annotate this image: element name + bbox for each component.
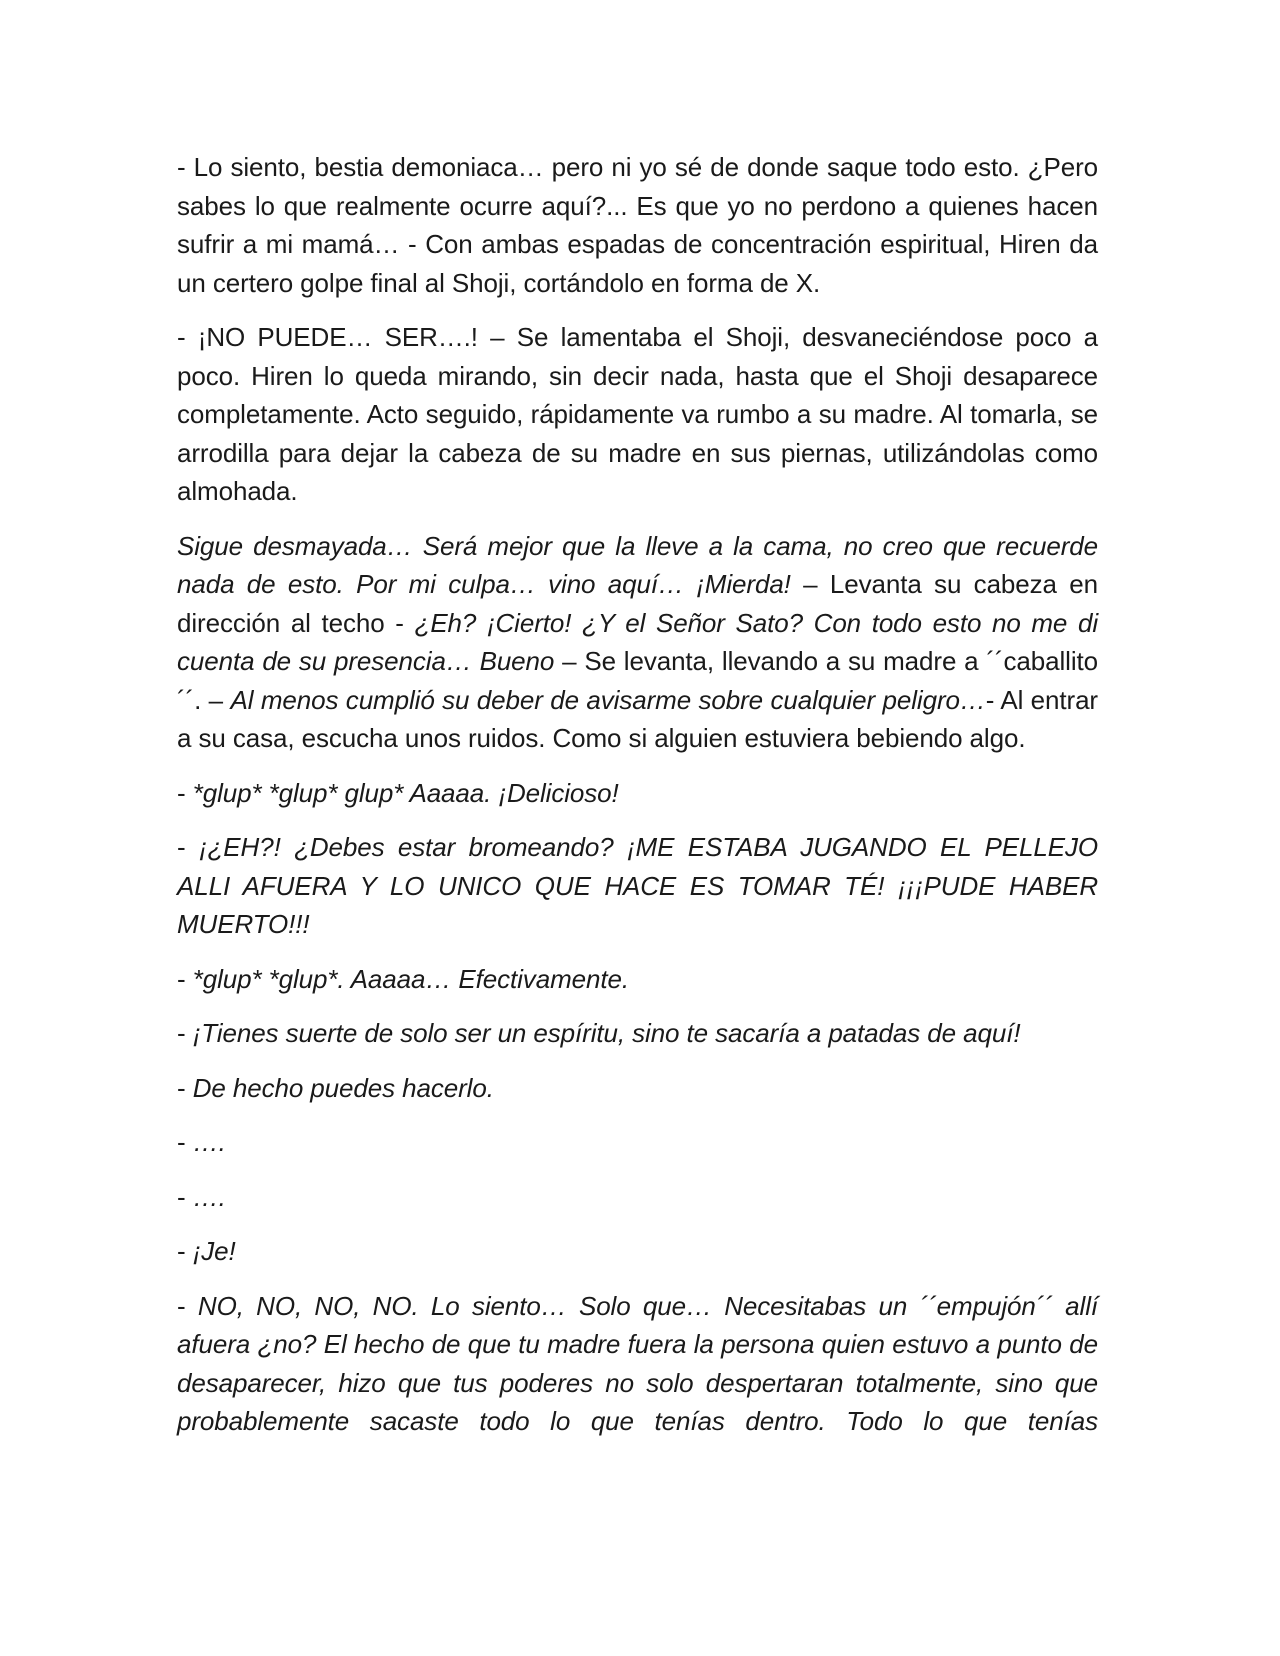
text-segment: -	[177, 832, 199, 862]
paragraph	[177, 774, 1098, 813]
paragraph	[177, 828, 1098, 944]
italic-text-segment: ….	[192, 1127, 226, 1157]
document-page	[177, 148, 1098, 1441]
text-segment: – Levanta su cabeza en dirección al techo -	[177, 569, 1098, 638]
italic-text-segment: Al menos cumplió su deber de avisarme sobre cualquier peligro…	[230, 684, 986, 715]
italic-text-segment: ¡¿EH?! ¿Debes estar bromeando? ¡ME ESTABA JUGANDO EL PELLEJO ALLI AFUERA Y LO UNICO QUE HACE ES TOMAR TÉ! ¡¡¡PUDE HABER MUERTO!!!	[177, 832, 1098, 939]
italic-text-segment: *glup* *glup* glup* Aaaaa. ¡Delicioso!	[192, 777, 619, 808]
italic-text-segment: ….	[192, 1181, 226, 1212]
italic-text-segment: ¿Eh? ¡Cierto! ¿Y el Señor Sato? Con todo esto no me di cuenta de su presencia… Bueno	[177, 607, 1098, 676]
text-segment: -	[177, 1236, 193, 1266]
paragraph	[177, 1178, 1098, 1217]
italic-text-segment: Sigue desmayada… Será mejor que la lleve a la cama, no creo que recuerde nada de esto. Por mi culpa… vino aquí… ¡Mierda!	[177, 530, 1098, 599]
paragraph	[177, 1287, 1098, 1441]
text-segment: – Se levanta, llevando a su madre a ´´caballito´´. –	[177, 646, 1098, 715]
text-segment: -	[177, 1290, 198, 1321]
text-segment: - Al entrar a su casa, escucha unos ruidos. Como si alguien estuviera bebiendo algo.	[177, 684, 1098, 753]
text-segment: -	[177, 1181, 193, 1212]
paragraph	[177, 527, 1098, 758]
italic-text-segment: ¡Je!	[192, 1236, 236, 1266]
paragraph	[177, 960, 1098, 999]
text-segment: -	[177, 1127, 193, 1157]
text-segment: -	[177, 777, 193, 808]
paragraph	[177, 1232, 1098, 1271]
italic-text-segment: De hecho puedes hacerlo.	[192, 1072, 494, 1103]
italic-text-segment: ¡Tienes suerte de solo ser un espíritu, sino te sacaría a patadas de aquí!	[192, 1018, 1021, 1048]
paragraph	[177, 148, 1098, 302]
text-segment: -	[177, 1018, 193, 1048]
text-segment: -	[177, 963, 193, 994]
paragraph	[177, 318, 1098, 511]
text-segment: - ¡NO PUEDE… SER….! – Se lamentaba el Shoji, desvaneciéndose poco a poco. Hiren lo queda mirando, sin decir nada, hasta que el Shoji desaparece completamente. Acto seguido, rápidamente va rumbo a su madre. Al tomarla, se arrodilla para dejar la cabeza de su madre en sus piernas, utilizándolas como almohada.	[177, 322, 1098, 506]
paragraph	[177, 1069, 1098, 1108]
paragraph	[177, 1123, 1098, 1162]
italic-text-segment: *glup* *glup*. Aaaaa… Efectivamente.	[192, 963, 629, 994]
italic-text-segment: NO, NO, NO, NO. Lo siento… Solo que… Necesitabas un ´´empujón´´ allí afuera ¿no? El hecho de que tu madre fuera la persona quien estuvo a punto de desaparecer, hizo que tus poderes no solo despertaran totalmente, sino que probablemente sacaste todo lo que tenías dentro. Todo lo que tenías	[177, 1290, 1098, 1436]
text-segment: -	[177, 1072, 193, 1103]
text-segment: - Lo siento, bestia demoniaca… pero ni yo sé de donde saque todo esto. ¿Pero sabes lo que realmente ocurre aquí?... Es que yo no perdono a quienes hacen sufrir a mi mamá… - Con ambas espadas de concentración espiritual, Hiren da un certero golpe final al Shoji, cortándolo en forma de X.	[177, 152, 1098, 298]
paragraph	[177, 1014, 1098, 1053]
